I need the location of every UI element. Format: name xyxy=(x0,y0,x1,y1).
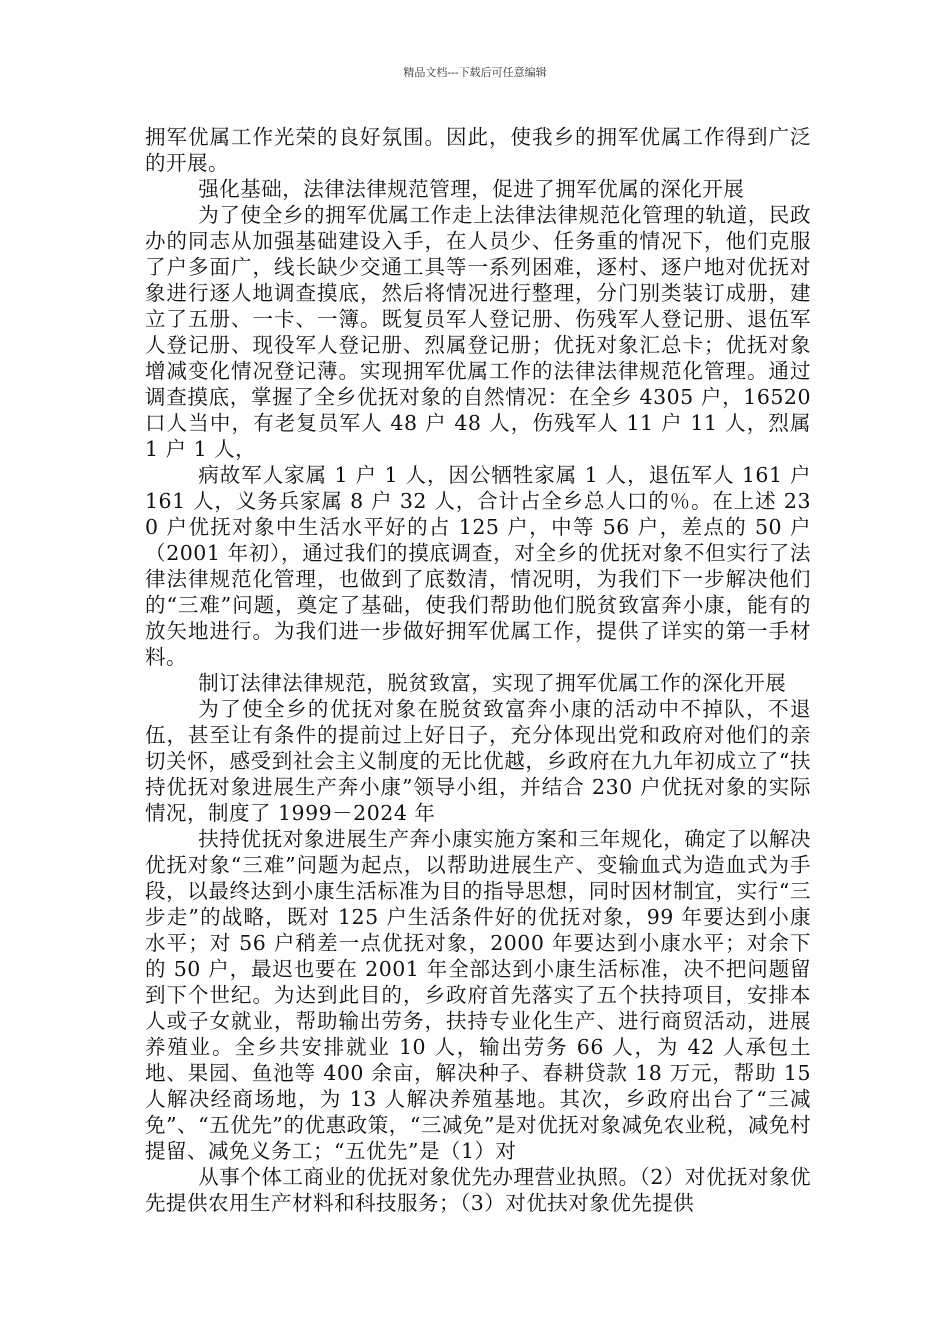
paragraph: 病故军人家属 1 户 1 人，因公牺牲家属 1 人，退伍军人 161 户 161 人，义务兵家属 8 户 32 人，合计占全乡总人口的％。在上述 230 户优抚对象中生活水平好的占 125 户，中等 56 户，差点的 50 户（2001 年初），通过我们的摸底调查，对全乡的优抚对象不但实行了法律法律规范化管理，也做到了底数清，情况明，为我们下一步解决他们的“三难”问题，奠定了基础，使我们帮助他们脱贫致富奔小康，能有的放矢地进行。为我们进一步做好拥军优属工作，提供了详实的第一手材料。 xyxy=(145,463,811,669)
document-body xyxy=(145,124,811,1216)
section-heading: 制订法律法律规范，脱贫致富，实现了拥军优属工作的深化开展 xyxy=(198,671,787,695)
section-heading: 强化基础，法律法律规范管理，促进了拥军优属的深化开展 xyxy=(198,177,745,201)
page-header: 精品文档---下载后可任意编辑 xyxy=(403,66,547,79)
paragraph: 拥军优属工作光荣的良好氛围。因此，使我乡的拥军优属工作得到广泛的开展。 xyxy=(145,125,811,175)
paragraph: 扶持优抚对象进展生产奔小康实施方案和三年规化，确定了以解决优抚对象“三难”问题为起点，以帮助进展生产、变输血式为造血式为手段，以最终达到小康生活标准为目的指导思想，同时因材制宜，实行“三步走”的战略，既对 125 户生活条件好的优抚对象，99 年要达到小康水平；对 56 户稍差一点优抚对象，2000 年要达到小康水平；对余下的 50 户，最迟也要在 2001 年全部达到小康生活标准，决不把问题留到下个世纪。为达到此目的，乡政府首先落实了五个扶持项目，安排本人或子女就业，帮助输出劳务，扶持专业化生产、进行商贸活动，进展养殖业。全乡共安排就业 10 人，输出劳务 66 人，为 42 人承包土地、果园、鱼池等 400 余亩，解决种子、春耕贷款 18 万元，帮助 15 人解决经商场地，为 13 人解决养殖基地。其次，乡政府出台了“三减免”、“五优先”的优惠政策，“三减免”是对优抚对象减免农业税，减免村提留、减免义务工；“五优先”是（1）对 xyxy=(145,827,811,1163)
paragraph: 为了使全乡的拥军优属工作走上法律法律规范化管理的轨道，民政办的同志从加强基础建设入手，在人员少、任务重的情况下，他们克服了户多面广，线长缺少交通工具等一系列困难，逐村、逐户地对优抚对象进行逐人地调查摸底，然后将情况进行整理，分门别类装订成册，建立了五册、一卡、一簿。既复员军人登记册、伤残军人登记册、退伍军人登记册、现役军人登记册、烈属登记册；优抚对象汇总卡；优抚对象增减变化情况登记薄。实现拥军优属工作的法律法律规范化管理。通过调查摸底，掌握了全乡优抚对象的自然情况：在全乡 4305 户，16520 口人当中，有老复员军人 48 户 48 人，伤残军人 11 户 11 人，烈属 1 户 1 人， xyxy=(145,203,811,461)
paragraph: 从事个体工商业的优抚对象优先办理营业执照。（2）对优抚对象优先提供农用生产材料和科技服务；（3）对优扶对象优先提供 xyxy=(145,1165,811,1215)
paragraph: 为了使全乡的优抚对象在脱贫致富奔小康的活动中不掉队，不退伍，甚至让有条件的提前过上好日子，充分体现出党和政府对他们的亲切关怀，感受到社会主义制度的无比优越，乡政府在九九年初成立了“扶持优抚对象进展生产奔小康”领导小组，并结合 230 户优抚对象的实际情况，制度了 1999－2024 年 xyxy=(145,697,811,825)
